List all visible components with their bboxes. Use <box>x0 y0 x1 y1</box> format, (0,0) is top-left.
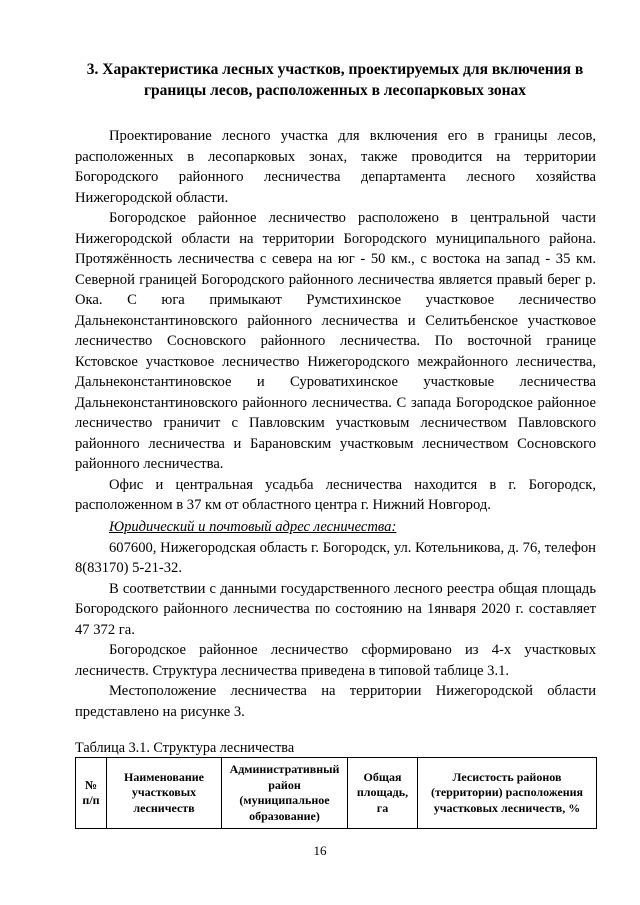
column-header-district: Административный район (муниципальное образование) <box>222 758 348 829</box>
address-label-line <box>75 517 596 538</box>
section-heading: 3. Характеристика лесных участков, проектируемых для включения в границы лесов, расположенных в лесопарковых зонах <box>86 61 584 99</box>
address-text: 607600, Нижегородская область г. Богородск, ул. Котельникова, д. 76, телефон 8(83170) 5-21-32. <box>75 539 596 576</box>
table-caption: Таблица 3.1. Структура лесничества <box>75 740 295 756</box>
paragraph-project-intro: Проектирование лесного участка для включения его в границы лесов, расположенных в лесопарковых зонах, также проводится на территории Богородского районного лесничества департамента лесного хозяйства Нижегородской области. <box>75 128 596 206</box>
paragraph-office: Офис и центральная усадьба лесничества находится в г. Богородск, расположенном в 37 км от областного центра г. Нижний Новгород. <box>75 476 596 513</box>
body-text-bottom <box>75 517 596 722</box>
structure-table <box>75 757 597 829</box>
paragraph-map-reference: Местоположение лесничества на территории Нижегородской области представлено на рисунке 3. <box>75 683 596 720</box>
column-header-forest-cover: Лесистость районов (территории) расположения участковых лесничеств, % <box>418 758 597 829</box>
table-header-row <box>76 758 597 829</box>
paragraph-location: Богородское районное лесничество расположено в центральной части Нижегородской области на территории Богородского муниципального района. Протяжённость лесничества с севера на юг - 50 км., с востока на запад - 35 км. Северной границей Богородского районного лесничества является правый берег р. Ока. С юга примыкают Румстихинское участковое лесничество Дальнеконстантиновского районного лесничества и Селитьбенское участковое лесничество Сосновского районного лесничества. По восточной границе Кстовское участковое лесничество Нижегородского межрайонного лесничества, Дальнеконстантиновское и Суроватихинское участковые лесничества Дальнеконстантиновского районного лесничества. С запада Богородское районное лесничество граничит с Павловским участковым лесничеством Павловского районного лесничества и Барановским участковым лесничеством Сосновского районного лесничества. <box>75 210 596 472</box>
paragraph-area: В соответствии с данными государственного лесного реестра общая площадь Богородского районного лесничества по состоянию на 1января 2020 г. составляет 47 372 га. <box>75 580 596 638</box>
page-number: 16 <box>313 843 327 858</box>
body-text-top <box>75 126 596 516</box>
column-header-area: Общая площадь, га <box>348 758 418 829</box>
column-header-number: № п/п <box>76 758 107 829</box>
address-label: Юридический и почтовый адрес лесничества: <box>109 519 397 535</box>
paragraph-structure: Богородское районное лесничество сформировано из 4-х участковых лесничеств. Структура лесничества приведена в типовой таблице 3.1. <box>75 642 596 679</box>
column-header-name: Наименование участковых лесничеств <box>107 758 222 829</box>
